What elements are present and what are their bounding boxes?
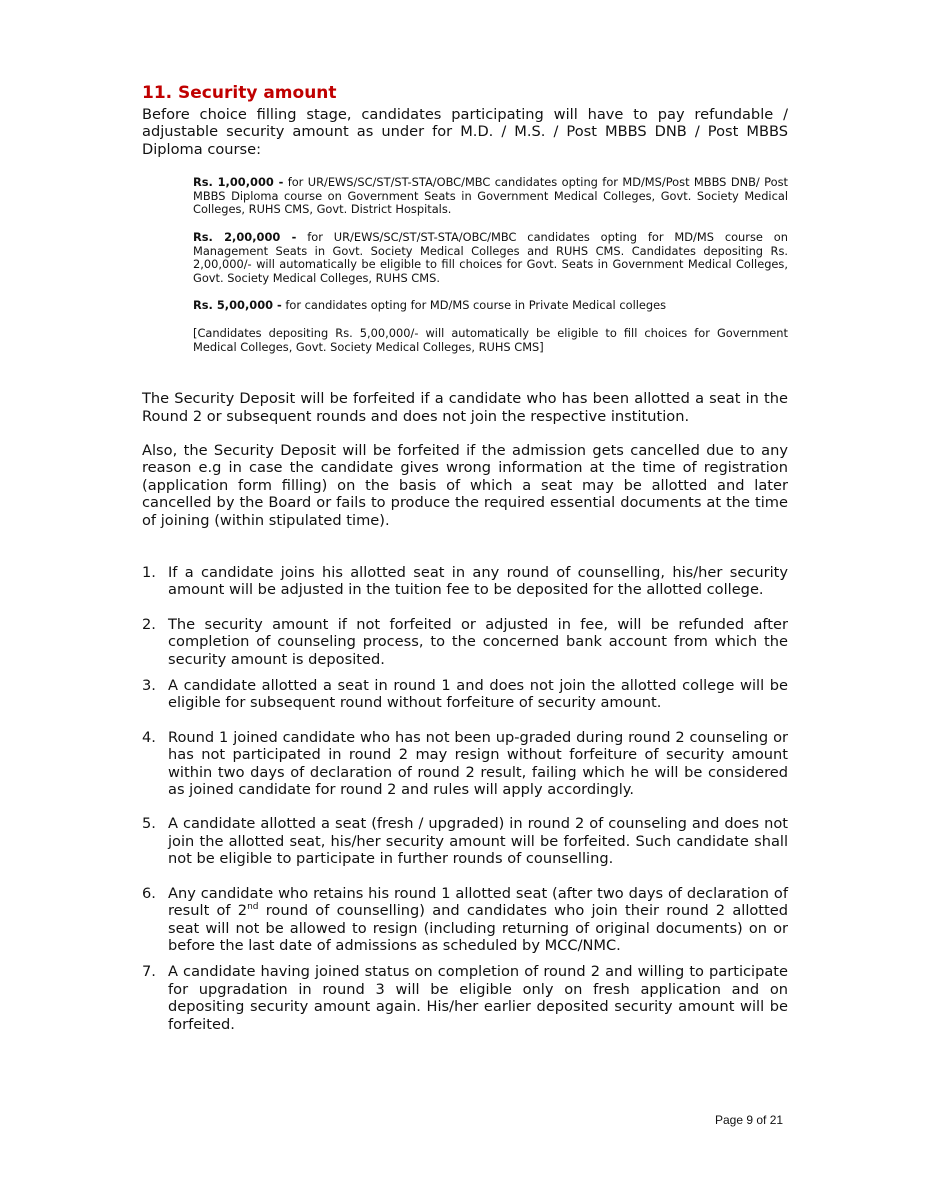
rule-text: A candidate having joined status on completion of round 2 and willing to participate for upgradation in round 3 will be eligible only on fresh application and on depositing security amount again. His/her earlier deposited security amount will be forfeited. — [168, 963, 788, 1033]
rules-list — [142, 564, 788, 1033]
rule-number: 2. — [142, 615, 156, 633]
forfeit-paragraph: The Security Deposit will be forfeited if a candidate who has been allotted a seat in the Round 2 or subsequent rounds and does not join the respective institution. — [142, 390, 788, 425]
fee-amount: Rs. 1,00,000 - — [193, 175, 284, 190]
fee-description: for candidates opting for MD/MS course in Private Medical colleges — [281, 298, 667, 313]
rule-number: 7. — [142, 963, 156, 981]
rule-text: Round 1 joined candidate who has not been up-graded during round 2 counseling or has not participated in round 2 may resign without forfeiture of security amount within two days of declaration of round 2 result, failing which he will be considered as joined candidate for round 2 and rules will apply accordingly. — [168, 728, 788, 799]
rule-text-part: round of counselling) and candidates who join their round 2 allotted seat will not be allowed to resign (including returning of original documents) on or before the last date of admissions as scheduled by MCC/NMC. — [168, 902, 788, 954]
rule-number: 5. — [142, 815, 156, 833]
rule-item — [142, 815, 788, 867]
ordinal-superscript: nd — [247, 902, 259, 913]
section-title: 11. Security amount — [142, 83, 337, 103]
document-page — [142, 82, 788, 1033]
rule-text: If a candidate joins his allotted seat in any round of counselling, his/her security amount will be adjusted in the tuition fee to be deposited for the allotted college. — [168, 564, 788, 599]
fee-item — [193, 176, 788, 217]
fee-item — [193, 299, 788, 313]
rule-number: 6. — [142, 884, 156, 902]
rule-item — [142, 885, 788, 955]
rule-item — [142, 677, 788, 712]
rule-number: 1. — [142, 564, 156, 581]
fee-item — [193, 231, 788, 285]
fee-description: for UR/EWS/SC/ST/ST-STA/OBC/MBC candidates opting for MD/MS/Post MBBS DNB/ Post MBBS Diploma course on Government Seats in Government Medical Colleges, Govt. Society Medical Colleges, RUHS CMS, Govt. District Hospitals. — [193, 175, 788, 217]
rule-text: A candidate allotted a seat (fresh / upgraded) in round 2 of counseling and does not join the allotted seat, his/her security amount will be forfeited. Such candidate shall not be eligible to participate in further rounds of counselling. — [168, 815, 788, 868]
rule-item — [142, 729, 788, 799]
rule-number: 4. — [142, 728, 156, 746]
rule-text — [168, 885, 788, 954]
rule-item — [142, 564, 788, 599]
fee-amount: Rs. 5,00,000 - — [193, 298, 282, 313]
fee-description: for UR/EWS/SC/ST/ST-STA/OBC/MBC candidates opting for MD/MS course on Management Seats in Govt. Society Medical Colleges and RUHS CMS. Candidates depositing Rs. 2,00,000/- will automatically be eligible to fill choices for Govt. Seats in Government Medical Colleges, Govt. Society Medical Colleges, RUHS CMS. — [193, 230, 788, 285]
fee-amount: Rs. 2,00,000 - — [193, 230, 297, 244]
rule-text: A candidate allotted a seat in round 1 and does not join the allotted college will be eligible for subsequent round without forfeiture of security amount. — [168, 677, 788, 712]
fee-note: [Candidates depositing Rs. 5,00,000/- will automatically be eligible to fill choices for Government Medical Colleges, Govt. Society Medical Colleges, RUHS CMS] — [193, 325, 788, 354]
page-number: Page 9 of 21 — [715, 1113, 784, 1127]
rule-item — [142, 963, 788, 1033]
rule-item — [142, 616, 788, 668]
rule-text: The security amount if not forfeited or adjusted in fee, will be refunded after completion of counseling process, to the concerned bank account from which the security amount is deposited. — [168, 615, 788, 668]
section-intro: Before choice filling stage, candidates participating will have to pay refundable / adjustable security amount as under for M.D. / M.S. / Post MBBS DNB / Post MBBS Diploma course: — [142, 106, 788, 158]
rule-text-part: Any candidate who retains his round 1 allotted seat (after two days of declaration of result of 2 — [168, 884, 788, 920]
forfeit-paragraph: Also, the Security Deposit will be forfeited if the admission gets cancelled due to any reason e.g in case the candidate gives wrong information at the time of registration (application form filling) on the basis of which a seat may be allotted and later cancelled by the Board or fails to produce the required essential documents at the time of joining (within stipulated time). — [142, 441, 788, 529]
fee-list — [193, 176, 788, 354]
rule-number: 3. — [142, 677, 156, 695]
